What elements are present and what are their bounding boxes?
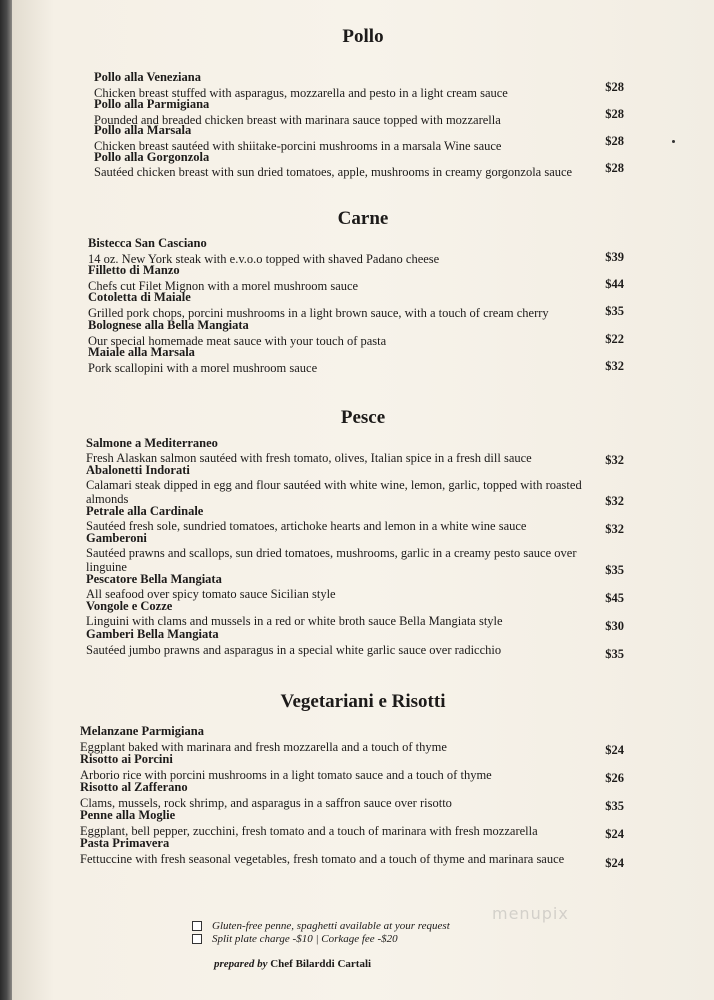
item-name: Abalonetti Indorati [86, 463, 190, 477]
item-name: Bolognese alla Bella Mangiata [88, 318, 249, 332]
item-name: Gamberoni [86, 531, 147, 545]
item-price: $22 [605, 332, 624, 346]
item-description: Eggplant, bell pepper, zucchini, fresh tomato and a touch of marinara with fresh mozzarella [80, 824, 538, 838]
item-description: Grilled pork chops, porcini mushrooms in a light brown sauce, with a touch of cream cherry [88, 306, 549, 320]
item-name: Filletto di Manzo [88, 263, 180, 277]
item-price: $28 [605, 134, 624, 148]
item-description: All seafood over spicy tomato sauce Sicilian style [86, 587, 336, 601]
item-name: Pasta Primavera [80, 836, 170, 850]
item-name: Petrale alla Cardinale [86, 504, 204, 518]
item-price: $26 [605, 771, 624, 785]
item-price: $28 [605, 161, 624, 175]
item-description: Sautéed fresh sole, sundried tomatoes, artichoke hearts and lemon in a white wine sauce [86, 519, 527, 533]
item-name: Cotoletta di Maiale [88, 290, 191, 304]
prepared-by-label: prepared by [214, 958, 268, 970]
item-price: $35 [605, 799, 624, 813]
item-description: Our special homemade meat sauce with your touch of pasta [88, 334, 387, 348]
chef-credit [214, 958, 371, 970]
section-title-pollo: Pollo [342, 26, 384, 47]
item-description: Arborio rice with porcini mushrooms in a light tomato sauce and a touch of thyme [80, 768, 492, 782]
item-name: Risotto al Zafferano [80, 780, 188, 794]
item-description: Fresh Alaskan salmon sautéed with fresh tomato, olives, Italian spice in a fresh dill sauce [86, 451, 532, 465]
item-name: Pescatore Bella Mangiata [86, 572, 222, 586]
checkbox-icon [192, 934, 202, 944]
item-name: Maiale alla Marsala [88, 345, 195, 359]
item-price: $28 [605, 80, 624, 94]
section-title-carne: Carne [337, 208, 389, 229]
item-description: Sautéed prawns and scallops, sun dried tomatoes, mushrooms, garlic in a creamy pesto sauce over linguine [86, 546, 577, 574]
item-price: $35 [605, 563, 624, 577]
item-price: $35 [605, 304, 624, 318]
item-price: $32 [605, 522, 624, 536]
item-name: Pollo alla Gorgonzola [94, 150, 210, 164]
item-name: Salmone a Mediterraneo [86, 436, 218, 450]
item-name: Pollo alla Marsala [94, 123, 192, 137]
checkbox-icon [192, 921, 202, 931]
menu-page [12, 0, 714, 1000]
note-text: Split plate charge -$10 | Corkage fee -$20 [212, 933, 398, 945]
item-name: Pollo alla Veneziana [94, 70, 201, 84]
item-description: Sautéed jumbo prawns and asparagus in a special white garlic sauce over radicchio [86, 643, 502, 657]
item-price: $28 [605, 107, 624, 121]
item-price: $44 [605, 277, 624, 291]
item-description: Pork scallopini with a morel mushroom sauce [88, 361, 318, 375]
page-speck [672, 140, 675, 143]
item-name: Vongole e Cozze [86, 599, 173, 613]
watermark-logo: menupix [492, 904, 569, 923]
note-gluten-free [192, 920, 450, 932]
item-description: Eggplant baked with marinara and fresh mozzarella and a touch of thyme [80, 740, 447, 754]
item-description: 14 oz. New York steak with e.v.o.o topped with shaved Padano cheese [88, 252, 440, 266]
section-title-pesce: Pesce [340, 407, 386, 428]
item-price: $35 [605, 647, 624, 661]
item-name: Penne alla Moglie [80, 808, 176, 822]
item-description: Chicken breast stuffed with asparagus, mozzarella and pesto in a light cream sauce [94, 86, 508, 100]
item-price: $32 [605, 494, 624, 508]
item-price: $32 [605, 359, 624, 373]
item-price: $39 [605, 250, 624, 264]
item-name: Pollo alla Parmigiana [94, 97, 210, 111]
menu-binding [0, 0, 12, 1000]
item-name: Melanzane Parmigiana [80, 724, 204, 738]
item-price: $24 [605, 827, 624, 841]
item-name: Risotto ai Porcini [80, 752, 173, 766]
item-price: $45 [605, 591, 624, 605]
note-text: Gluten-free penne, spaghetti available at your request [212, 920, 450, 932]
section-title-vegetariani: Vegetariani e Risotti [280, 691, 446, 712]
item-description: Sautéed chicken breast with sun dried tomatoes, apple, mushrooms in creamy gorgonzola sauce [94, 165, 573, 179]
item-description: Calamari steak dipped in egg and flour sautéed with white wine, lemon, garlic, topped with roasted almonds [86, 478, 582, 506]
item-price: $30 [605, 619, 624, 633]
item-description: Chefs cut Filet Mignon with a morel mushroom sauce [88, 279, 359, 293]
item-price: $24 [605, 856, 624, 870]
item-price: $24 [605, 743, 624, 757]
item-description: Fettuccine with fresh seasonal vegetables, fresh tomato and a touch of thyme and marinara sauce [80, 852, 565, 866]
item-name: Bistecca San Casciano [88, 236, 207, 250]
item-description: Linguini with clams and mussels in a red or white broth sauce Bella Mangiata style [86, 614, 503, 628]
item-description: Clams, mussels, rock shrimp, and asparagus in a saffron sauce over risotto [80, 796, 452, 810]
item-description: Chicken breast sautéed with shiitake-porcini mushrooms in a marsala Wine sauce [94, 139, 502, 153]
item-name: Gamberi Bella Mangiata [86, 627, 219, 641]
item-price: $32 [605, 453, 624, 467]
note-split-plate [192, 933, 398, 945]
item-description: Pounded and breaded chicken breast with marinara sauce topped with mozzarella [94, 113, 501, 127]
chef-name: Chef Bilarddi Cartali [270, 958, 372, 970]
